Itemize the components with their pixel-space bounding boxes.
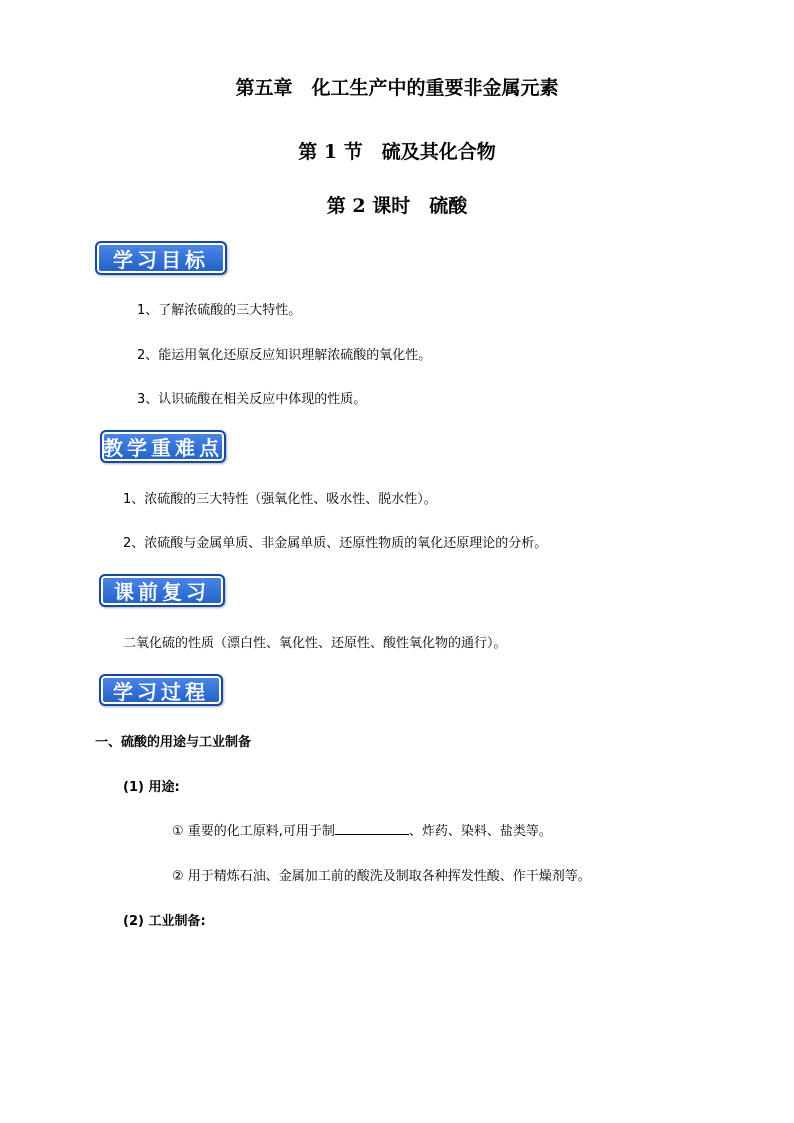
section-title: 第 1 节 硫及其化合物 (298, 141, 496, 163)
key-point-item-2: 2、浓硫酸与金属单质、非金属单质、还原性物质的氧化还原理论的分析。 (123, 536, 548, 551)
use-item-2: ② 用于精炼石油、金属加工前的酸洗及制取各种挥发性酸、作干燥剂等。 (172, 869, 591, 884)
process-badge: 学习过程 (99, 674, 223, 706)
use-item-1-after: 、炸药、染料、盐类等。 (408, 824, 552, 839)
objective-item-3: 3、认识硫酸在相关反应中体现的性质。 (137, 392, 367, 407)
review-text: 二氧化硫的性质（漂白性、氧化性、还原性、酸性氧化物的通行）。 (123, 636, 507, 651)
review-badge: 课前复习 (99, 574, 225, 607)
key-points-badge: 教学重难点 (100, 430, 226, 463)
chapter-title: 第五章 化工生产中的重要非金属元素 (235, 77, 559, 99)
objectives-badge: 学习目标 (95, 241, 227, 275)
key-point-item-1: 1、浓硫酸的三大特性（强氧化性、吸水性、脱水性）。 (123, 492, 437, 507)
objective-item-1: 1、了解浓硫酸的三大特性。 (137, 303, 302, 318)
objective-item-2: 2、能运用氧化还原反应知识理解浓硫酸的氧化性。 (137, 348, 432, 363)
part1-heading: 一、硫酸的用途与工业制备 (95, 735, 252, 750)
use-item-1 (172, 820, 552, 839)
prep-heading: (2) 工业制备: (123, 914, 206, 929)
fill-in-blank[interactable] (335, 822, 409, 835)
lesson-title: 第 2 课时 硫酸 (326, 195, 468, 217)
use-item-1-before: ① 重要的化工原料,可用于制 (172, 824, 335, 839)
use-heading: (1) 用途: (123, 780, 180, 795)
